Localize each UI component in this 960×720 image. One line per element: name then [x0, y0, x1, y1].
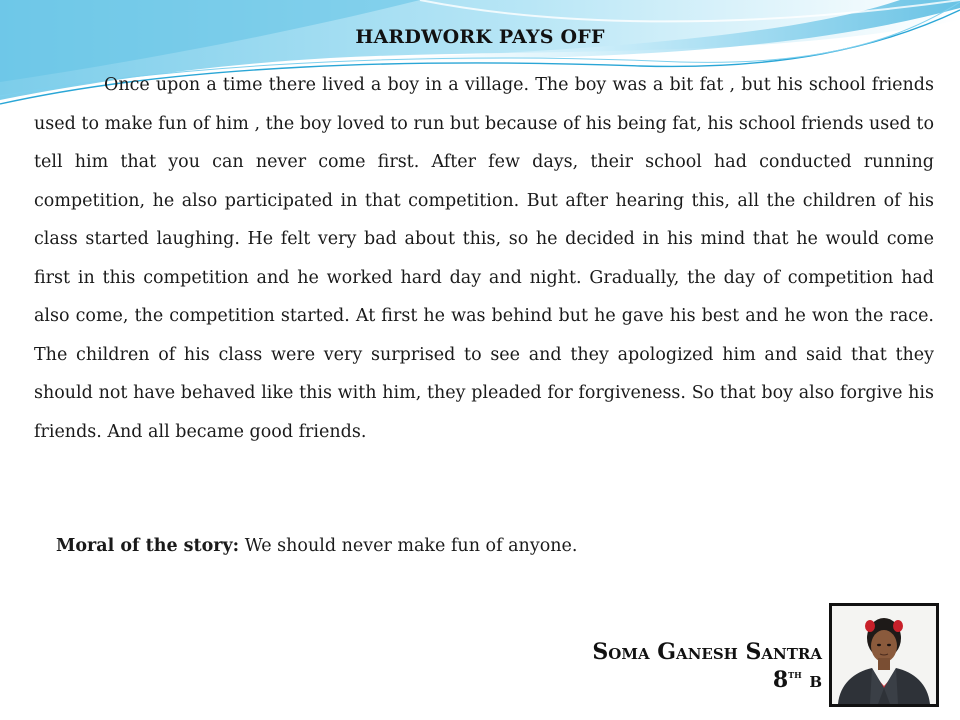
student-portrait-image	[832, 606, 936, 704]
story-title: HARDWORK PAYS OFF	[355, 26, 605, 48]
author-class-number: 8	[772, 667, 789, 693]
author-class-suffix: th	[788, 667, 802, 681]
moral-text: We should never make fun of anyone.	[239, 536, 578, 556]
author-class	[592, 666, 822, 694]
author-class-section: b	[801, 667, 822, 693]
moral-line	[56, 530, 936, 562]
author-block	[592, 638, 822, 694]
moral-label: Moral of the story:	[56, 536, 240, 556]
story-paragraph: Once upon a time there lived a boy in a village. The boy was a bit fat , but his school friends used to make fun of him , the boy loved to run but because of his being fat, his school friends used to tell him that you can never come first. After few days, their school had conducted running competition, he also participated in that competition. But after hearing this, all the children of his class started laughing. He felt very bad about this, so he decided in his mind that he would come first in this competition and he worked hard day and night. Gradually, the day of competition had also come, the competition started. At first he was behind but he gave his best and he won the race. The children of his class were very surprised to see and they apologized him and said that they should not have behaved like this with him, they pleaded for forgiveness. So that boy also forgive his friends. And all became good friends.	[34, 75, 934, 442]
author-name: Soma Ganesh Santra	[592, 639, 822, 665]
student-photo	[829, 603, 939, 707]
